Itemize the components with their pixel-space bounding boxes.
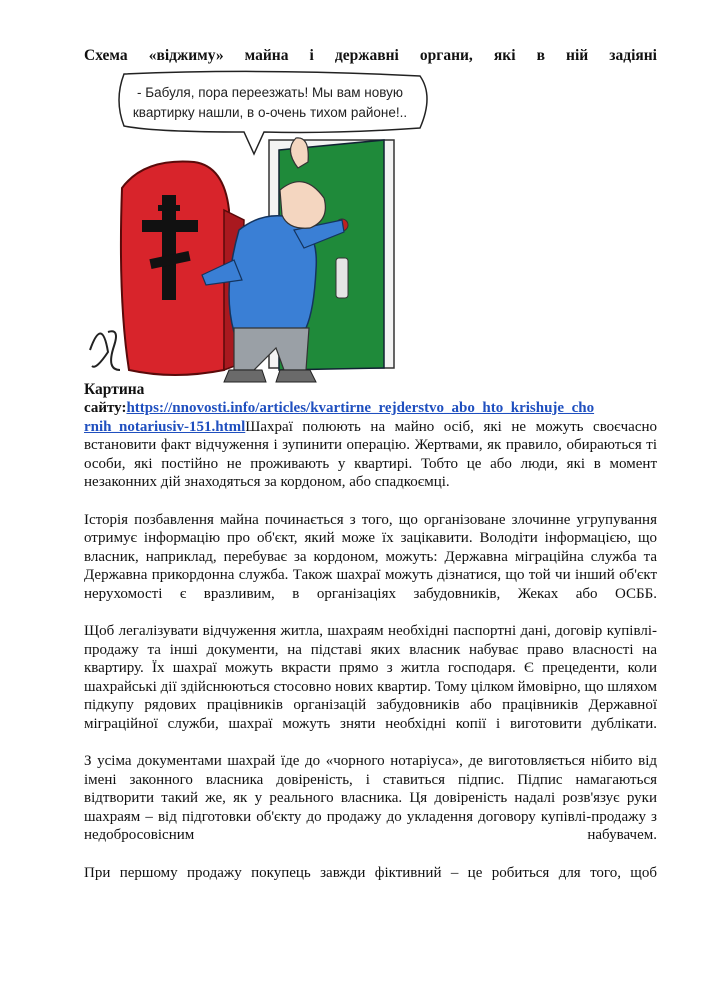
paragraph-1-rest: своєчасно встановити факт відчуження і зупинити операцію. Жертвами, як правило, обираються ті особи, які постійно не проживають у квартирі. Тобто це або люди, які в момент незаконних дій знаходяться за кордоном, або спадкоємці. <box>84 418 658 490</box>
speech-bubble-line1: - Бабуля, пора переезжать! Мы вам новую <box>137 85 403 100</box>
source-link[interactable]: https://nnovosti.info/articles/kvartirne_rejderstvo_abo_hto_krishuje_cho <box>126 400 595 416</box>
caption-and-body <box>84 381 657 882</box>
speech-bubble-line2: квартирку нашли, в о-очень тихом районе!.. <box>132 105 408 120</box>
page-title: Схема «віджиму» майна і державні органи, які в ній задіяні <box>84 47 657 64</box>
paragraph-1-start: Шахраї полюють на майно осіб, які не можуть <box>245 418 584 435</box>
paragraph-4: З усіма документами шахрай їде до «чорного нотаріуса», де виготовляється нібито від імені законного власника довіреність, і ставиться підпис. Підпис намагаються відтворити такий же, як у реального власника. Ця довіреність надалі розв'язує руки шахраям – від підготовки об'єкту до продажу до укладення договору купівлі-продажу з недобросовісним набувачем. <box>84 753 657 843</box>
caption-prefix: сайту: <box>84 400 127 416</box>
document-page <box>84 46 658 881</box>
cartoon-illustration <box>84 70 441 402</box>
paragraph-3: Щоб легалізувати відчуження житла, шахраям необхідні паспортні дані, договір купівлі-продажу та інші документи, на підставі яких власник набуває право власності на квартиру. Їх шахраї можуть вкрасти прямо з житла господаря. Є прецеденти, коли шахрайські дії здійснюються стосовно нових квартир. Тому цілком ймовірно, що шляхом підкупу рядових працівників організацій забудовників або працівників Державної міграційної служби, шахраї можуть зняти необхідні копії і виготовити дублікати. <box>84 623 657 732</box>
source-link-cont[interactable]: rnih_notariusiv-151.html <box>84 418 246 435</box>
paragraph-2: Історія позбавлення майна починається з того, що організоване злочинне угрупування отримує інформацію про об'єкт, який може їх зацікавити. Володіти інформацією, що власник, наприклад, перебуває за кордоном, можуть: Державна міграційна служба та Державна прикордонна служба. Також шахраї можуть дізнатися, що той чи інший об'єкт нерухомості є вразливим, в організаціях забудовників, Жеках або ОСББ. <box>84 511 657 602</box>
paragraph-5: При першому продажу покупець завжди фіктивний – це робиться для того, щоб <box>84 864 657 881</box>
caption-label: Картина <box>84 381 145 398</box>
caption-paragraph <box>84 399 657 492</box>
